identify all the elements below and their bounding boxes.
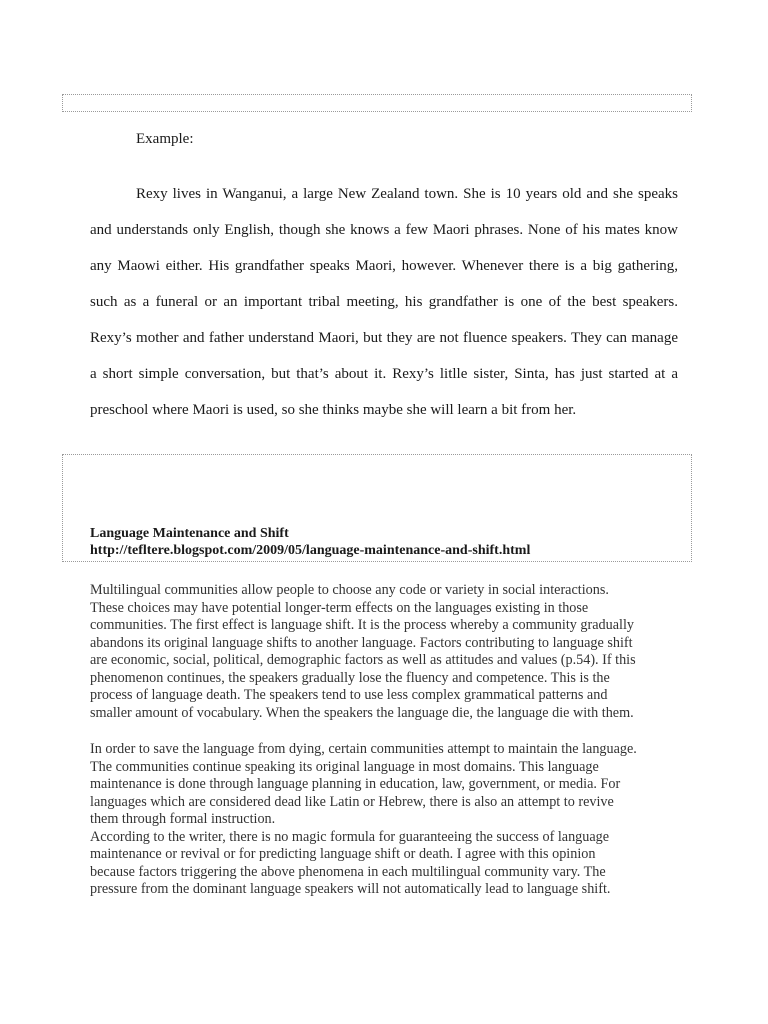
- story-line: a short simple conversation, but that’s about it. Rexy’s litlle sister, Sinta, has just started at a: [90, 366, 678, 382]
- paragraph-line: communities. The first effect is language shift. It is the process whereby a community gradually: [90, 617, 634, 633]
- story-line: and understands only English, though she knows a few Maori phrases. None of his mates know: [90, 222, 678, 238]
- article-paragraph-1: [90, 582, 680, 722]
- paragraph-line: them through formal instruction.: [90, 811, 276, 827]
- paragraph-line: pressure from the dominant language speakers will not automatically lead to language shift.: [90, 881, 611, 897]
- paragraph-line: Multilingual communities allow people to choose any code or variety in social interactions.: [90, 582, 609, 598]
- paragraph-line: phenomenon continues, the speakers gradually lose the fluency and competence. This is the: [90, 669, 610, 686]
- story-line: Rexy lives in Wanganui, a large New Zealand town. She is 10 years old and she speaks: [136, 186, 678, 202]
- story-paragraph: [90, 176, 678, 428]
- story-line: preschool where Maori is used, so she thinks maybe she will learn a bit from her.: [90, 402, 577, 418]
- example-label: Example:: [136, 131, 194, 147]
- article-title: Language Maintenance and Shift: [90, 526, 289, 541]
- paragraph-line: process of language death. The speakers tend to use less complex grammatical patterns and: [90, 687, 608, 703]
- paragraph-line: because factors triggering the above phenomena in each multilingual community vary. The: [90, 863, 606, 880]
- story-line: any Maowi either. His grandfather speaks Maori, however. Whenever there is a big gathering,: [90, 258, 678, 274]
- paragraph-line: According to the writer, there is no magic formula for guaranteeing the success of language: [90, 828, 610, 845]
- paragraph-line: are economic, social, political, demographic factors as well as attitudes and values (p.54). If this: [90, 652, 636, 668]
- story-line: such as a funeral or an important tribal meeting, his grandfather is one of the best speakers.: [90, 294, 678, 310]
- paragraph-line: These choices may have potential longer-term effects on the languages existing in those: [90, 599, 589, 616]
- paragraph-line: The communities continue speaking its original language in most domains. This language: [90, 758, 599, 775]
- article-url: http://tefltere.blogspot.com/2009/05/language-maintenance-and-shift.html: [90, 543, 531, 558]
- paragraph-line: smaller amount of vocabulary. When the speakers the language die, the language die with them.: [90, 704, 634, 721]
- paragraph-line: In order to save the language from dying, certain communities attempt to maintain the language.: [90, 741, 637, 757]
- paragraph-line: languages which are considered dead like Latin or Hebrew, there is also an attempt to revive: [90, 793, 614, 810]
- paragraph-line: maintenance or revival or for predicting language shift or death. I agree with this opinion: [90, 846, 596, 862]
- article-paragraph-2: [90, 741, 680, 899]
- article-heading: [90, 525, 530, 559]
- header-frame: [62, 94, 692, 112]
- paragraph-line: maintenance is done through language planning in education, law, government, or media. For: [90, 776, 621, 792]
- paragraph-line: abandons its original language shifts to another language. Factors contributing to language shift: [90, 634, 633, 651]
- story-line: Rexy’s mother and father understand Maori, but they are not fluence speakers. They can manage: [90, 330, 678, 346]
